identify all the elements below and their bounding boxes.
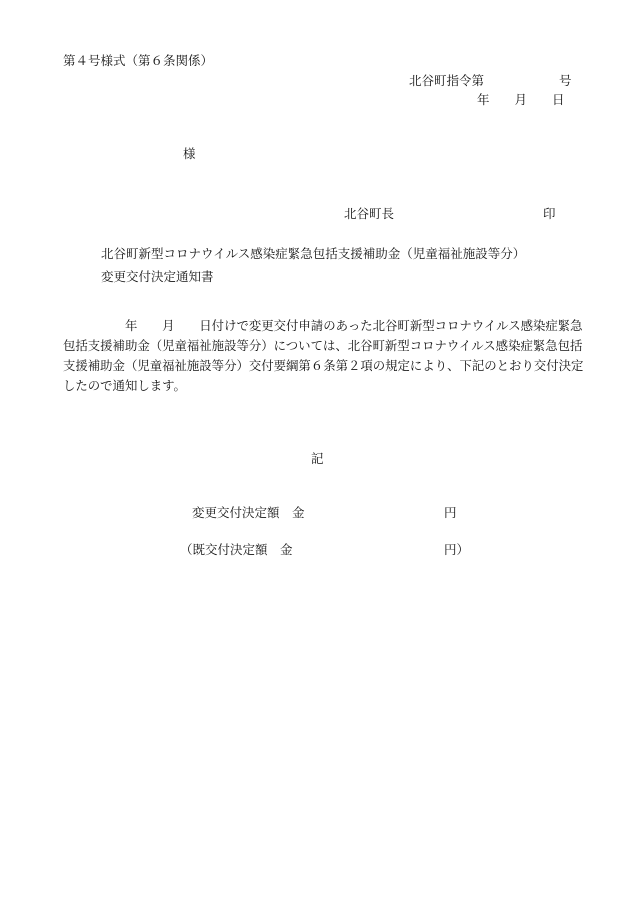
ki-heading: 記 bbox=[311, 451, 324, 466]
issuer-name: 北谷町長 bbox=[344, 206, 395, 221]
prior-amount-label: （既交付決定額 金 bbox=[180, 542, 293, 557]
form-label: 第４号様式（第６条関係） bbox=[63, 53, 214, 68]
notice-title-line1: 北谷町新型コロナウイルス感染症緊急包括支援補助金（児童福祉施設等分） bbox=[101, 246, 526, 261]
issue-date: 年 月 日 bbox=[477, 92, 565, 107]
seal-mark: 印 bbox=[543, 206, 556, 221]
notice-body: 年 月 日付けで変更交付申請のあった北谷町新型コロナウイルス感染症緊急包括支援補助金（児童福祉施設等分）については、北谷町新型コロナウイルス感染症緊急包括支援補助金（児童福祉施設等分）交付要綱第６条第２項の規定により、下記のとおり交付決定したので通知します。 bbox=[63, 318, 584, 393]
change-amount-unit: 円 bbox=[444, 505, 457, 520]
document-number: 北谷町指令第 号 bbox=[409, 73, 572, 88]
change-amount-label: 変更交付決定額 金 bbox=[192, 505, 305, 520]
prior-amount-unit: 円） bbox=[444, 542, 470, 557]
addressee-honorific: 様 bbox=[183, 146, 196, 161]
notice-title-line2: 変更交付決定通知書 bbox=[101, 269, 214, 284]
